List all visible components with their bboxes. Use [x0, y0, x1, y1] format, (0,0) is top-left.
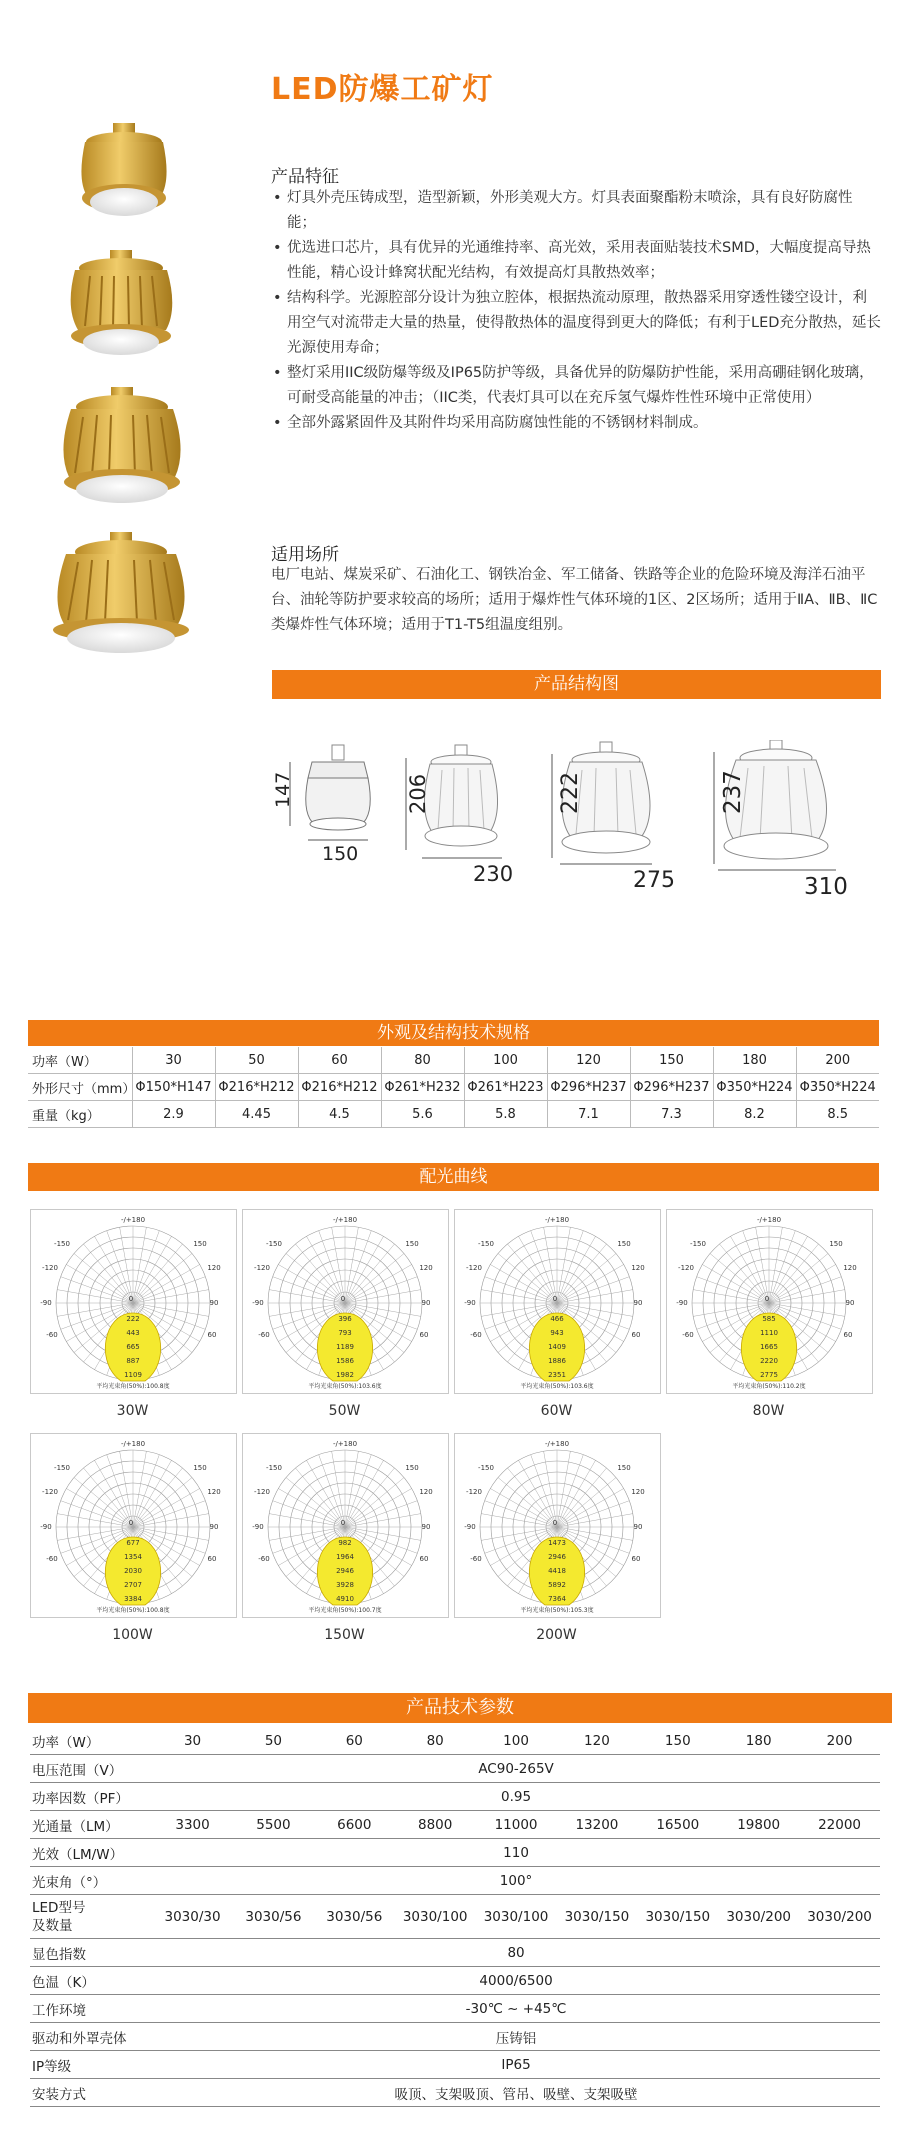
intensity-label: 1586: [336, 1357, 354, 1365]
param-cell: 60: [314, 1727, 395, 1755]
intensity-label: 585: [762, 1315, 776, 1323]
intensity-label: 982: [338, 1539, 352, 1547]
spec-cell: Φ350*H224: [713, 1074, 796, 1101]
spec-cell: 5.6: [381, 1101, 464, 1128]
intensity-label: 2220: [760, 1357, 778, 1365]
angle-tick-label: 60: [843, 1331, 853, 1339]
param-row: [30, 1727, 880, 1755]
param-cell: 3030/150: [556, 1895, 637, 1939]
spec-cell: 100: [464, 1047, 547, 1074]
lamp-photo-4: [42, 530, 202, 665]
angle-tick-label: -60: [46, 1331, 58, 1339]
angle-tick-label: 0: [128, 1295, 134, 1303]
angle-tick-label: -150: [266, 1464, 282, 1472]
dim-width-1: 150: [322, 843, 359, 865]
angle-tick-label: 90: [633, 1299, 643, 1307]
param-cell: 3030/30: [152, 1895, 233, 1939]
spec-cell: 50: [215, 1047, 298, 1074]
spec-cell: 2.9: [132, 1101, 215, 1128]
polar-chart: [667, 1210, 872, 1393]
intensity-label: 2946: [548, 1553, 566, 1561]
structure-bar: 产品结构图: [272, 670, 881, 699]
angle-tick-label: 60: [631, 1555, 641, 1563]
spec-cell: 80: [381, 1047, 464, 1074]
intensity-label: 1409: [548, 1343, 566, 1351]
dim-width-4: 310: [804, 874, 848, 900]
param-cell: 3030/56: [314, 1895, 395, 1939]
intensity-label: 665: [126, 1343, 140, 1351]
angle-tick-label: -120: [678, 1264, 694, 1272]
param-row: [30, 1811, 880, 1839]
spec-cell: Φ296*H237: [630, 1074, 713, 1101]
param-value: 100°: [152, 1867, 880, 1895]
params-table: [30, 1727, 880, 2107]
angle-tick-label: 90: [421, 1523, 431, 1531]
spec-bar: 外观及结构技术规格: [28, 1020, 879, 1046]
polar-chart: [455, 1210, 660, 1393]
intensity-label: 2030: [124, 1567, 142, 1575]
intensity-label: 443: [126, 1329, 140, 1337]
param-cell: 30: [152, 1727, 233, 1755]
intensity-label: 4418: [548, 1567, 566, 1575]
spec-cell: Φ150*H147: [132, 1074, 215, 1101]
param-value: 压铸铝: [152, 2023, 880, 2051]
angle-tick-label: 60: [631, 1331, 641, 1339]
param-cell: 3030/100: [395, 1895, 476, 1939]
param-cell: 150: [637, 1727, 718, 1755]
angle-tick-label: 60: [207, 1555, 217, 1563]
angle-tick-label: -/+180: [332, 1440, 358, 1448]
spec-cell: 8.2: [713, 1101, 796, 1128]
angle-tick-label: -90: [676, 1299, 688, 1307]
param-row: [30, 1783, 880, 1811]
angle-tick-label: -60: [46, 1555, 58, 1563]
angle-tick-label: 150: [617, 1240, 631, 1248]
intensity-label: 1354: [124, 1553, 142, 1561]
param-label: IP等级: [30, 2051, 152, 2079]
param-cell: 100: [476, 1727, 557, 1755]
curve-caption: 30W: [116, 1403, 149, 1419]
spec-row-label: 功率（W）: [28, 1047, 132, 1074]
param-value: -30℃ ~ +45℃: [152, 1995, 880, 2023]
angle-tick-label: 0: [128, 1519, 134, 1527]
param-label: 电压范围（V）: [30, 1755, 152, 1783]
param-label: 工作环境: [30, 1995, 152, 2023]
param-cell: 3030/100: [476, 1895, 557, 1939]
dim-height-2: 206: [406, 773, 430, 814]
param-value: AC90-265V: [152, 1755, 880, 1783]
spec-cell: Φ350*H224: [796, 1074, 879, 1101]
angle-tick-label: 90: [421, 1299, 431, 1307]
intensity-label: 1189: [336, 1343, 354, 1351]
spec-cell: 5.8: [464, 1101, 547, 1128]
feature-item: • 优选进口芯片，具有优异的光通维持率、高光效，采用表面贴装技术SMD，大幅度提高导热性能，精心设计蜂窝状配光结构，有效提高灯具散热效率；: [271, 236, 881, 286]
param-label: 显色指数: [30, 1939, 152, 1967]
intensity-label: 1110: [760, 1329, 778, 1337]
structure-lamp-1: [290, 745, 370, 840]
param-cell: 16500: [637, 1811, 718, 1839]
curve-caption: 200W: [536, 1627, 577, 1643]
angle-tick-label: -90: [40, 1299, 52, 1307]
param-row: [30, 2079, 880, 2107]
intensity-label: 396: [338, 1315, 352, 1323]
angle-tick-label: -120: [42, 1488, 58, 1496]
param-cell: 3030/200: [718, 1895, 799, 1939]
param-row: [30, 1995, 880, 2023]
lamp-photo-2: [50, 248, 195, 368]
intensity-label: 1964: [336, 1553, 354, 1561]
param-row: [30, 1867, 880, 1895]
param-cell: 6600: [314, 1811, 395, 1839]
intensity-label: 1886: [548, 1357, 566, 1365]
angle-tick-label: 0: [552, 1519, 558, 1527]
intensity-label: 793: [338, 1329, 352, 1337]
intensity-label: 1982: [336, 1371, 354, 1379]
beam-angle-footer: 平均光束角(50%):110.2度: [732, 1383, 806, 1390]
feature-item: • 整灯采用IIC级防爆等级及IP65防护等级，具备优异的防爆防护性能，采用高硼硅钢化玻璃，可耐受高能量的冲击；（IIC类，代表灯具可以在充斥氢气爆炸性性环境中正常使用）: [271, 361, 881, 411]
angle-tick-label: 90: [209, 1523, 219, 1531]
angle-tick-label: 150: [405, 1464, 419, 1472]
angle-tick-label: -60: [682, 1331, 694, 1339]
param-cell: 3030/200: [799, 1895, 880, 1939]
angle-tick-label: -150: [690, 1240, 706, 1248]
param-row: [30, 1939, 880, 1967]
angle-tick-label: 90: [209, 1299, 219, 1307]
angle-tick-label: -60: [258, 1331, 270, 1339]
param-row: [30, 1895, 880, 1939]
param-label: 驱动和外罩壳体: [30, 2023, 152, 2051]
param-cell: 19800: [718, 1811, 799, 1839]
spec-cell: 60: [298, 1047, 381, 1074]
intensity-label: 3384: [124, 1595, 142, 1603]
polar-chart: [243, 1210, 448, 1393]
param-row: [30, 2023, 880, 2051]
intensity-label: 2946: [336, 1567, 354, 1575]
intensity-label: 2351: [548, 1371, 566, 1379]
angle-tick-label: 0: [340, 1295, 346, 1303]
angle-tick-label: 60: [419, 1331, 429, 1339]
dim-width-3: 275: [633, 868, 675, 893]
spec-row-label: 外形尺寸（mm）: [28, 1074, 132, 1101]
spec-cell: 7.1: [547, 1101, 630, 1128]
angle-tick-label: -/+180: [756, 1216, 782, 1224]
curve-card: [454, 1433, 661, 1618]
angle-tick-label: 60: [419, 1555, 429, 1563]
param-cell: 80: [395, 1727, 476, 1755]
intensity-label: 7364: [548, 1595, 566, 1603]
angle-tick-label: -60: [258, 1555, 270, 1563]
angle-tick-label: -150: [54, 1464, 70, 1472]
spec-cell: Φ261*H223: [464, 1074, 547, 1101]
spec-cell: 8.5: [796, 1101, 879, 1128]
angle-tick-label: -/+180: [120, 1216, 146, 1224]
spec-cell: 180: [713, 1047, 796, 1074]
angle-tick-label: -/+180: [544, 1440, 570, 1448]
features-list: [271, 186, 881, 436]
param-cell: 120: [556, 1727, 637, 1755]
angle-tick-label: 120: [419, 1488, 433, 1496]
curve-card: [242, 1433, 449, 1618]
intensity-label: 4910: [336, 1595, 354, 1603]
curve-caption: 100W: [112, 1627, 153, 1643]
param-label: 功率因数（PF）: [30, 1783, 152, 1811]
angle-tick-label: 0: [764, 1295, 770, 1303]
angle-tick-label: -/+180: [544, 1216, 570, 1224]
spec-cell: Φ216*H212: [215, 1074, 298, 1101]
spec-cell: 120: [547, 1047, 630, 1074]
angle-tick-label: 120: [631, 1488, 645, 1496]
angle-tick-label: -90: [40, 1523, 52, 1531]
param-cell: 5500: [233, 1811, 314, 1839]
param-row: [30, 1967, 880, 1995]
angle-tick-label: 120: [207, 1488, 221, 1496]
beam-angle-footer: 平均光束角(50%):100.7度: [308, 1607, 382, 1614]
beam-angle-footer: 平均光束角(50%):105.3度: [520, 1607, 594, 1614]
angle-tick-label: -150: [478, 1240, 494, 1248]
dim-width-2: 230: [473, 862, 514, 886]
curve-caption: 50W: [328, 1403, 361, 1419]
angle-tick-label: -150: [478, 1464, 494, 1472]
param-value: 4000/6500: [152, 1967, 880, 1995]
param-label: 安装方式: [30, 2079, 152, 2107]
spec-cell: 7.3: [630, 1101, 713, 1128]
angle-tick-label: -/+180: [332, 1216, 358, 1224]
curve-card: [30, 1433, 237, 1618]
curves-bar: 配光曲线: [28, 1163, 879, 1191]
feature-item: • 全部外露紧固件及其附件均采用高防腐蚀性能的不锈钢材料制成。: [271, 411, 881, 436]
angle-tick-label: 120: [419, 1264, 433, 1272]
param-value: IP65: [152, 2051, 880, 2079]
dim-height-1: 147: [272, 771, 294, 808]
spec-cell: 200: [796, 1047, 879, 1074]
polar-chart: [31, 1210, 236, 1393]
spec-row: [28, 1047, 879, 1074]
angle-tick-label: 60: [207, 1331, 217, 1339]
param-label: 光效（LM/W）: [30, 1839, 152, 1867]
param-value: 110: [152, 1839, 880, 1867]
angle-tick-label: 150: [193, 1464, 207, 1472]
angle-tick-label: -60: [470, 1555, 482, 1563]
angle-tick-label: 90: [845, 1299, 855, 1307]
param-value: 0.95: [152, 1783, 880, 1811]
param-cell: 180: [718, 1727, 799, 1755]
intensity-label: 2707: [124, 1581, 142, 1589]
angle-tick-label: -150: [54, 1240, 70, 1248]
curve-card: [666, 1209, 873, 1394]
dim-height-4: 237: [720, 770, 746, 814]
curve-caption: 60W: [540, 1403, 573, 1419]
param-row: [30, 1755, 880, 1783]
intensity-label: 3928: [336, 1581, 354, 1589]
intensity-label: 466: [550, 1315, 564, 1323]
feature-item: • 结构科学。光源腔部分设计为独立腔体，根据热流动原理，散热器采用穿透性镂空设计，利用空气对流带走大量的热量，使得散热体的温度得到更大的降低；有利于LED充分散热，延长光源使用寿命；: [271, 286, 881, 361]
param-label: 光束角（°）: [30, 1867, 152, 1895]
intensity-label: 222: [126, 1315, 140, 1323]
param-row: [30, 2051, 880, 2079]
curve-card: [454, 1209, 661, 1394]
page-title: LED防爆工矿灯: [271, 72, 494, 107]
angle-tick-label: -120: [466, 1264, 482, 1272]
angle-tick-label: -120: [254, 1264, 270, 1272]
usage-text: 电厂电站、煤炭采矿、石油化工、钢铁冶金、军工储备、铁路等企业的危险环境及海洋石油平台、油轮等防护要求较高的场所；适用于爆炸性气体环境的1区、2区场所；适用于ⅡA、ⅡB、ⅡC类爆炸性气体环境；适用于T1-T5组温度组别。: [271, 567, 878, 633]
param-cell: 8800: [395, 1811, 476, 1839]
curve-card: [30, 1209, 237, 1394]
angle-tick-label: 90: [633, 1523, 643, 1531]
spec-cell: 4.5: [298, 1101, 381, 1128]
angle-tick-label: -120: [254, 1488, 270, 1496]
angle-tick-label: -120: [466, 1488, 482, 1496]
angle-tick-label: 150: [405, 1240, 419, 1248]
spec-cell: Φ296*H237: [547, 1074, 630, 1101]
lamp-photo-1: [55, 118, 190, 238]
usage-heading: 适用场所: [271, 545, 339, 565]
angle-tick-label: -90: [464, 1299, 476, 1307]
spec-cell: 30: [132, 1047, 215, 1074]
intensity-label: 1665: [760, 1343, 778, 1351]
angle-tick-label: -/+180: [120, 1440, 146, 1448]
param-cell: 11000: [476, 1811, 557, 1839]
intensity-label: 887: [126, 1357, 140, 1365]
spec-table: [28, 1047, 879, 1128]
polar-chart: [31, 1434, 236, 1617]
angle-tick-label: 120: [843, 1264, 857, 1272]
intensity-label: 5892: [548, 1581, 566, 1589]
intensity-label: 943: [550, 1329, 564, 1337]
param-cell: 50: [233, 1727, 314, 1755]
angle-tick-label: 150: [617, 1464, 631, 1472]
angle-tick-label: -150: [266, 1240, 282, 1248]
dim-height-3: 222: [558, 772, 583, 814]
angle-tick-label: -120: [42, 1264, 58, 1272]
spec-cell: 150: [630, 1047, 713, 1074]
param-cell: 13200: [556, 1811, 637, 1839]
param-cell: 22000: [799, 1811, 880, 1839]
beam-angle-footer: 平均光束角(50%):103.6度: [520, 1383, 594, 1390]
polar-chart: [455, 1434, 660, 1617]
beam-angle-footer: 平均光束角(50%):100.8度: [96, 1607, 170, 1614]
param-label: 光通量（LM）: [30, 1811, 152, 1839]
beam-angle-footer: 平均光束角(50%):100.8度: [96, 1383, 170, 1390]
param-value: 吸顶、支架吸顶、管吊、吸壁、支架吸壁: [152, 2079, 880, 2107]
intensity-label: 2775: [760, 1371, 778, 1379]
angle-tick-label: 150: [193, 1240, 207, 1248]
param-value: 80: [152, 1939, 880, 1967]
param-cell: 200: [799, 1727, 880, 1755]
angle-tick-label: 120: [207, 1264, 221, 1272]
lamp-photo-3: [45, 385, 200, 515]
feature-item: • 灯具外壳压铸成型，造型新颖，外形美观大方。灯具表面聚酯粉末喷涂，具有良好防腐性能；: [271, 186, 881, 236]
param-label: 色温（K）: [30, 1967, 152, 1995]
intensity-label: 1109: [124, 1371, 142, 1379]
spec-row: [28, 1101, 879, 1128]
param-row: [30, 1839, 880, 1867]
angle-tick-label: -90: [464, 1523, 476, 1531]
beam-angle-footer: 平均光束角(50%):103.6度: [308, 1383, 382, 1390]
angle-tick-label: -90: [252, 1299, 264, 1307]
spec-row-label: 重量（kg）: [28, 1101, 132, 1128]
angle-tick-label: 0: [552, 1295, 558, 1303]
curve-caption: 150W: [324, 1627, 365, 1643]
params-bar: 产品技术参数: [28, 1693, 892, 1723]
spec-cell: 4.45: [215, 1101, 298, 1128]
param-cell: 3030/150: [637, 1895, 718, 1939]
spec-row: [28, 1074, 879, 1101]
spec-cell: Φ261*H232: [381, 1074, 464, 1101]
curve-card: [242, 1209, 449, 1394]
angle-tick-label: 0: [340, 1519, 346, 1527]
intensity-label: 677: [126, 1539, 140, 1547]
param-cell: 3300: [152, 1811, 233, 1839]
polar-chart: [243, 1434, 448, 1617]
angle-tick-label: 120: [631, 1264, 645, 1272]
param-label: LED型号 及数量: [30, 1895, 152, 1939]
features-heading: 产品特征: [271, 167, 339, 187]
param-cell: 3030/56: [233, 1895, 314, 1939]
angle-tick-label: -60: [470, 1331, 482, 1339]
angle-tick-label: 150: [829, 1240, 843, 1248]
curve-caption: 80W: [752, 1403, 785, 1419]
angle-tick-label: -90: [252, 1523, 264, 1531]
spec-cell: Φ216*H212: [298, 1074, 381, 1101]
param-label: 功率（W）: [30, 1727, 152, 1755]
intensity-label: 1473: [548, 1539, 566, 1547]
